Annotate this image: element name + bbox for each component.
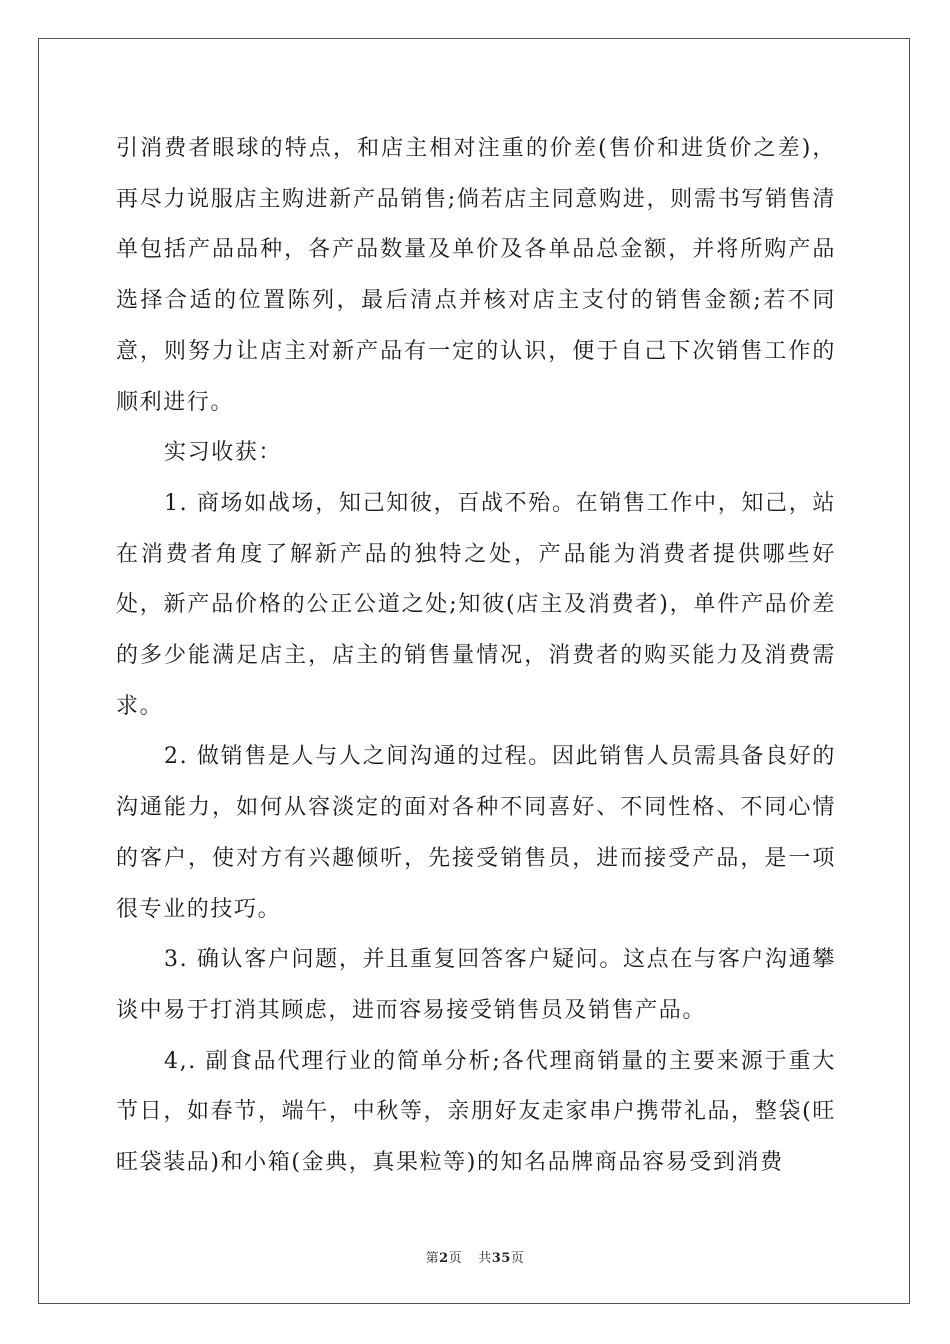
paragraph-item-4: 4,. 副食品代理行业的简单分析;各代理商销量的主要来源于重大节日，如春节，端午，中秋等，亲朋好友走家串户携带礼品，整袋(旺旺袋装品)和小箱(金典，真果粒等)的知名品牌商品容易受到消费	[116, 1048, 836, 1176]
total-prefix: 共	[478, 1251, 492, 1266]
page-suffix: 页	[448, 1251, 463, 1266]
paragraph-item-3: 3. 确认客户问题，并且重复回答客户疑问。这点在与客户沟通攀谈中易于打消其顾虑，进而容易接受销售员及销售产品。	[116, 947, 836, 1023]
total-pages: 35	[491, 1251, 511, 1266]
document-body	[116, 124, 836, 1189]
paragraph-item-2: 2. 做销售是人与人之间沟通的过程。因此销售人员需具备良好的沟通能力，如何从容淡定的面对各种不同喜好、不同性格、不同心情的客户，使对方有兴趣倾听，先接受销售员，进而接受产品，是一项很专业的技巧。	[116, 744, 836, 922]
total-suffix: 页	[510, 1251, 525, 1266]
page-footer	[0, 1247, 950, 1266]
section-heading-internship-gains: 实习收获：	[164, 440, 283, 466]
paragraph-continuation: 引消费者眼球的特点，和店主相对注重的价差(售价和进货价之差)，再尽力说服店主购进新产品销售;倘若店主同意购进，则需书写销售清单包括产品品种，各产品数量及单价及各单品总金额，并将所购产品选择合适的位置陈列，最后清点并核对店主支付的销售金额;若不同意，则努力让店主对新产品有一定的认识，便于自己下次销售工作的顺利进行。	[116, 136, 836, 415]
page-prefix: 第	[425, 1251, 440, 1266]
paragraph-item-1: 1. 商场如战场，知己知彼，百战不殆。在销售工作中，知己，站在消费者角度了解新产品的独特之处，产品能为消费者提供哪些好处，新产品价格的公正公道之处;知彼(店主及消费者)，单件产品价差的多少能满足店主，店主的销售量情况，消费者的购买能力及消费需求。	[116, 490, 836, 719]
page-number: 2	[439, 1251, 449, 1266]
